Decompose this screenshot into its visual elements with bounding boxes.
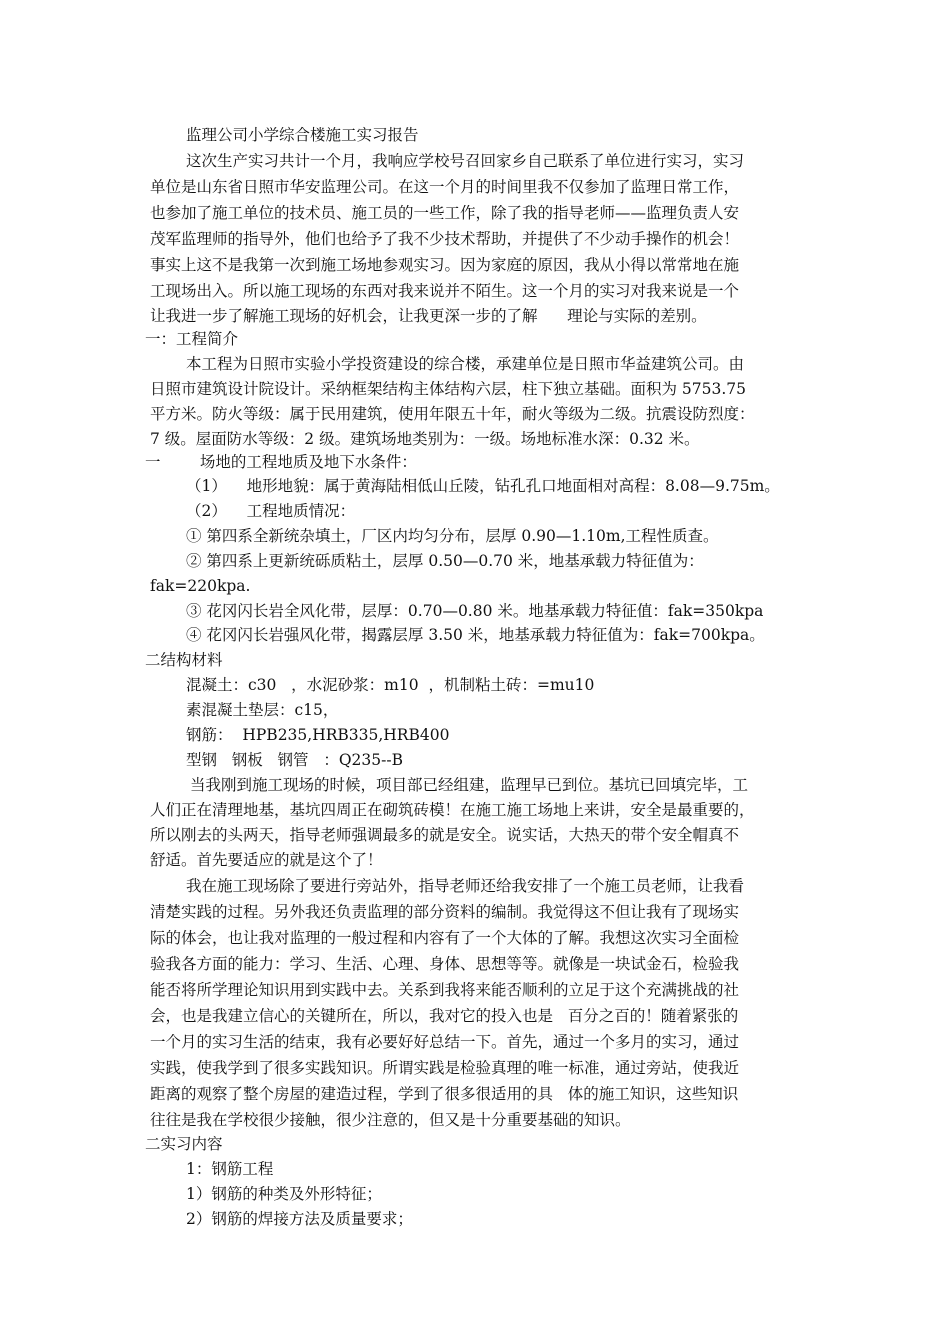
paragraph-line: 清楚实践的过程。另外我还负责监理的部分资料的编制。我觉得这不但让我有了现场实 bbox=[150, 903, 740, 921]
paragraph-line: 平方米。防火等级：属于民用建筑，使用年限五十年，耐火等级为二级。抗震设防烈度： bbox=[150, 405, 755, 423]
section-heading: 一 场地的工程地质及地下水条件： bbox=[145, 453, 417, 471]
paragraph-line: fak=220kpa. bbox=[150, 577, 251, 595]
paragraph-line: 当我刚到施工现场的时候，项目部已经组建，监理早已到位。基坑已回填完毕，工 bbox=[190, 776, 749, 794]
document-title: 监理公司小学综合楼施工实习报告 bbox=[186, 126, 419, 144]
paragraph-line: 这次生产实习共计一个月，我响应学校号召回家乡自己联系了单位进行实习，实习 bbox=[186, 152, 745, 170]
paragraph-line: 所以刚去的头两天，指导老师强调最多的就是安全。说实话，大热天的带个安全帽真不 bbox=[150, 826, 740, 844]
section-heading: 二实习内容 bbox=[145, 1135, 223, 1153]
section-heading: 一：工程简介 bbox=[145, 330, 239, 348]
list-item: （1） 地形地貌：属于黄海陆相低山丘陵，钻孔孔口地面相对高程：8.08—9.75m。 bbox=[186, 477, 780, 495]
list-item: （2） 工程地质情况： bbox=[186, 502, 356, 520]
paragraph-line: 让我进一步了解施工现场的好机会，让我更深一步的了解 理论与实际的差别。 bbox=[150, 307, 707, 325]
paragraph-line: 单位是山东省日照市华安监理公司。在这一个月的时间里我不仅参加了监理日常工作， bbox=[150, 178, 740, 196]
paragraph-line: 距离的观察了整个房屋的建造过程，学到了很多很适用的具 体的施工知识，这些知识 bbox=[150, 1085, 739, 1103]
list-item: ③ 花冈闪长岩全风化带，层厚：0.70—0.80 米。地基承载力特征值：fak=350kpa bbox=[186, 602, 764, 620]
paragraph-line: 舒适。首先要适应的就是这个了！ bbox=[150, 851, 383, 869]
paragraph-line: 往往是我在学校很少接触，很少注意的，但又是十分重要基础的知识。 bbox=[150, 1111, 631, 1129]
list-item: ① 第四系全新统杂填土，厂区内均匀分布，层厚 0.90—1.10m,工程性质查。 bbox=[186, 527, 719, 545]
paragraph-line: 日照市建筑设计院设计。采纳框架结构主体结构六层，柱下独立基础。面积为 5753.75 bbox=[150, 380, 747, 398]
paragraph-line: 也参加了施工单位的技术员、施工员的一些工作，除了我的指导老师——监理负责人安 bbox=[150, 204, 740, 222]
list-item: 1）钢筋的种类及外形特征； bbox=[186, 1185, 382, 1203]
paragraph-line: 人们正在清理地基，基坑四周正在砌筑砖模！在施工施工场地上来讲，安全是最重要的， bbox=[150, 801, 755, 819]
paragraph-line: 能否将所学理论知识用到实践中去。关系到我将来能否顺利的立足于这个充满挑战的社 bbox=[150, 981, 740, 999]
section-heading: 二结构材料 bbox=[145, 651, 223, 669]
paragraph-line: 际的体会，也让我对监理的一般过程和内容有了一个大体的了解。我想这次实习全面检 bbox=[150, 929, 740, 947]
paragraph-line: 实践，使我学到了很多实践知识。所谓实践是检验真理的唯一标准，通过旁站，使我近 bbox=[150, 1059, 740, 1077]
material-line: 钢筋： HPB235,HRB335,HRB400 bbox=[186, 726, 450, 744]
paragraph-line: 7 级。屋面防水等级：2 级。建筑场地类别为：一级。场地标准水深：0.32 米。 bbox=[150, 430, 700, 448]
list-item: ④ 花冈闪长岩强风化带，揭露层厚 3.50 米，地基承载力特征值为：fak=700kpa。 bbox=[186, 626, 765, 644]
list-item: ② 第四系上更新统砾质粘土，层厚 0.50—0.70 米，地基承载力特征值为： bbox=[186, 552, 704, 570]
paragraph-line: 一个月的实习生活的结束，我有必要好好总结一下。首先，通过一个多月的实习，通过 bbox=[150, 1033, 740, 1051]
paragraph-line: 事实上这不是我第一次到施工场地参观实习。因为家庭的原因，我从小得以常常地在施 bbox=[150, 256, 740, 274]
paragraph-line: 验我各方面的能力：学习、生活、心理、身体、思想等等。就像是一块试金石，检验我 bbox=[150, 955, 740, 973]
list-item: 1：钢筋工程 bbox=[186, 1160, 274, 1178]
material-line: 型钢 钢板 钢管 ：Q235--B bbox=[186, 751, 404, 769]
paragraph-line: 工现场出入。所以施工现场的东西对我来说并不陌生。这一个月的实习对我来说是一个 bbox=[150, 282, 740, 300]
material-line: 素混凝土垫层：c15， bbox=[186, 701, 339, 719]
paragraph-line: 会，也是我建立信心的关键所在，所以，我对它的投入也是 百分之百的！随着紧张的 bbox=[150, 1007, 739, 1025]
list-item: 2）钢筋的焊接方法及质量要求； bbox=[186, 1210, 413, 1228]
paragraph-line: 我在施工现场除了要进行旁站外，指导老师还给我安排了一个施工员老师，让我看 bbox=[186, 877, 745, 895]
paragraph-line: 本工程为日照市实验小学投资建设的综合楼，承建单位是日照市华益建筑公司。由 bbox=[186, 355, 745, 373]
material-line: 混凝土：c30 ，水泥砂浆：m10 ，机制粘土砖：=mu10 bbox=[186, 676, 595, 694]
paragraph-line: 茂军监理师的指导外，他们也给予了我不少技术帮助，并提供了不少动手操作的机会！ bbox=[150, 230, 740, 248]
